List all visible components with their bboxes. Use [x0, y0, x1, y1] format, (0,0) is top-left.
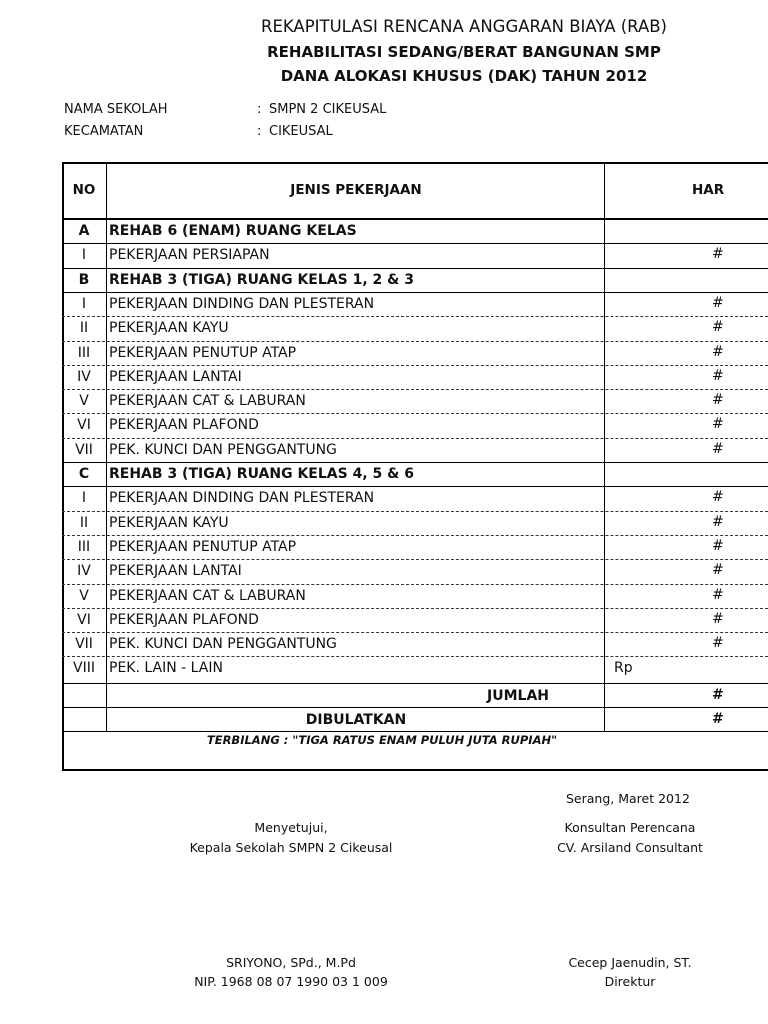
row-number: VIII — [73, 660, 95, 676]
table-row — [62, 438, 768, 462]
terbilang-divider — [62, 731, 768, 732]
row-job: REHAB 6 (ENAM) RUANG KELAS — [109, 223, 357, 239]
header-price: HAR — [692, 182, 725, 198]
budget-table — [62, 162, 768, 771]
row-number: I — [81, 490, 87, 506]
row-job: PEK. KUNCI DAN PENGGANTUNG — [109, 442, 337, 458]
table-row — [62, 219, 768, 243]
row-number: A — [78, 223, 90, 239]
row-value: # — [712, 295, 724, 311]
row-number: VI — [77, 417, 91, 433]
table-row — [62, 608, 768, 632]
row-value: # — [712, 611, 724, 627]
row-number: C — [78, 466, 90, 482]
row-number: V — [79, 393, 89, 409]
row-job: PEKERJAAN CAT & LABURAN — [109, 588, 306, 604]
row-job: PEKERJAAN KAYU — [109, 515, 229, 531]
table-row — [62, 389, 768, 413]
document-title-line3: DANA ALOKASI KHUSUS (DAK) TAHUN 2012 — [280, 67, 648, 85]
row-job: PEK. LAIN - LAIN — [109, 660, 223, 676]
row-job: PEKERJAAN CAT & LABURAN — [109, 393, 306, 409]
row-job: REHAB 3 (TIGA) RUANG KELAS 4, 5 & 6 — [109, 466, 414, 482]
row-value: # — [712, 392, 724, 408]
row-number: I — [81, 247, 87, 263]
table-row — [62, 268, 768, 292]
row-job: PEKERJAAN LANTAI — [109, 563, 242, 579]
school-name-value: SMPN 2 CIKEUSAL — [269, 102, 387, 117]
total-value: # — [712, 687, 724, 703]
school-name-row — [64, 102, 386, 117]
table-row — [62, 656, 768, 680]
row-value: # — [712, 246, 724, 262]
table-row — [62, 316, 768, 340]
row-value: # — [712, 538, 724, 554]
row-number: VII — [75, 442, 93, 458]
district-row — [64, 124, 333, 139]
table-border-bottom — [62, 769, 768, 771]
header-job: JENIS PEKERJAAN — [290, 182, 422, 198]
rounded-row — [62, 708, 768, 732]
table-row — [62, 462, 768, 486]
table-row — [62, 632, 768, 656]
row-number: IV — [77, 369, 91, 385]
row-job: PEKERJAAN PENUTUP ATAP — [109, 345, 297, 361]
total-row — [62, 684, 768, 708]
row-job: PEKERJAAN DINDING DAN PLESTERAN — [109, 490, 375, 506]
document-title-line1: REKAPITULASI RENCANA ANGGARAN BIAYA (RAB) — [261, 17, 667, 36]
row-value: # — [712, 587, 724, 603]
row-value: # — [712, 514, 724, 530]
row-job: PEKERJAAN KAYU — [109, 320, 229, 336]
table-row — [62, 511, 768, 535]
district-colon: : — [257, 124, 262, 139]
rounded-label: DIBULATKAN — [305, 712, 407, 728]
approver-id: NIP. 1968 08 07 1990 03 1 009 — [194, 974, 388, 989]
row-job: REHAB 3 (TIGA) RUANG KELAS 1, 2 & 3 — [109, 272, 414, 288]
row-number: III — [77, 539, 91, 555]
row-number: V — [79, 588, 89, 604]
row-number: VI — [77, 612, 91, 628]
table-row — [62, 413, 768, 437]
table-row — [62, 243, 768, 267]
school-name-label: NAMA SEKOLAH — [64, 102, 168, 117]
approver-name: SRIYONO, SPd., M.Pd — [226, 955, 356, 970]
table-row — [62, 535, 768, 559]
consultant-name: Cecep Jaenudin, ST. — [568, 955, 692, 970]
row-value: # — [712, 562, 724, 578]
row-number: III — [77, 345, 91, 361]
row-job: PEKERJAAN PLAFOND — [109, 417, 259, 433]
row-job: PEKERJAAN PLAFOND — [109, 612, 259, 628]
row-number: II — [79, 320, 89, 336]
table-row — [62, 559, 768, 583]
row-value: # — [712, 441, 724, 457]
consultant-role: Direktur — [604, 974, 656, 989]
row-currency: Rp — [614, 660, 633, 676]
school-name-colon: : — [257, 102, 262, 117]
district-label: KECAMATAN — [64, 124, 144, 139]
row-number: II — [79, 515, 89, 531]
document-title-line2: REHABILITASI SEDANG/BERAT BANGUNAN SMP — [267, 43, 661, 61]
rounded-value: # — [712, 711, 724, 727]
row-value: # — [712, 489, 724, 505]
approver-title: Menyetujui, — [254, 820, 328, 835]
total-label: JUMLAH — [487, 688, 549, 704]
row-job: PEKERJAAN PENUTUP ATAP — [109, 539, 297, 555]
row-job: PEKERJAAN DINDING DAN PLESTERAN — [109, 296, 375, 312]
header-no: NO — [72, 182, 96, 198]
row-value: # — [712, 344, 724, 360]
row-job: PEK. KUNCI DAN PENGGANTUNG — [109, 636, 337, 652]
row-number: VII — [75, 636, 93, 652]
row-value: # — [712, 416, 724, 432]
row-number: IV — [77, 563, 91, 579]
row-value: # — [712, 319, 724, 335]
row-value: # — [712, 368, 724, 384]
row-value: # — [712, 635, 724, 651]
table-row — [62, 486, 768, 510]
row-job: PEKERJAAN PERSIAPAN — [109, 247, 270, 263]
row-number: B — [78, 272, 90, 288]
row-job: PEKERJAAN LANTAI — [109, 369, 242, 385]
table-row — [62, 341, 768, 365]
table-row — [62, 365, 768, 389]
consultant-title: Konsultan Perencana — [564, 820, 696, 835]
table-row — [62, 584, 768, 608]
district-value: CIKEUSAL — [269, 124, 333, 139]
place-date: Serang, Maret 2012 — [566, 791, 690, 806]
table-row — [62, 292, 768, 316]
consultant-company: CV. Arsiland Consultant — [557, 840, 703, 855]
row-number: I — [81, 296, 87, 312]
approver-position: Kepala Sekolah SMPN 2 Cikeusal — [189, 840, 393, 855]
amount-in-words: TERBILANG : "TIGA RATUS ENAM PULUH JUTA RUPIAH" — [206, 733, 558, 747]
